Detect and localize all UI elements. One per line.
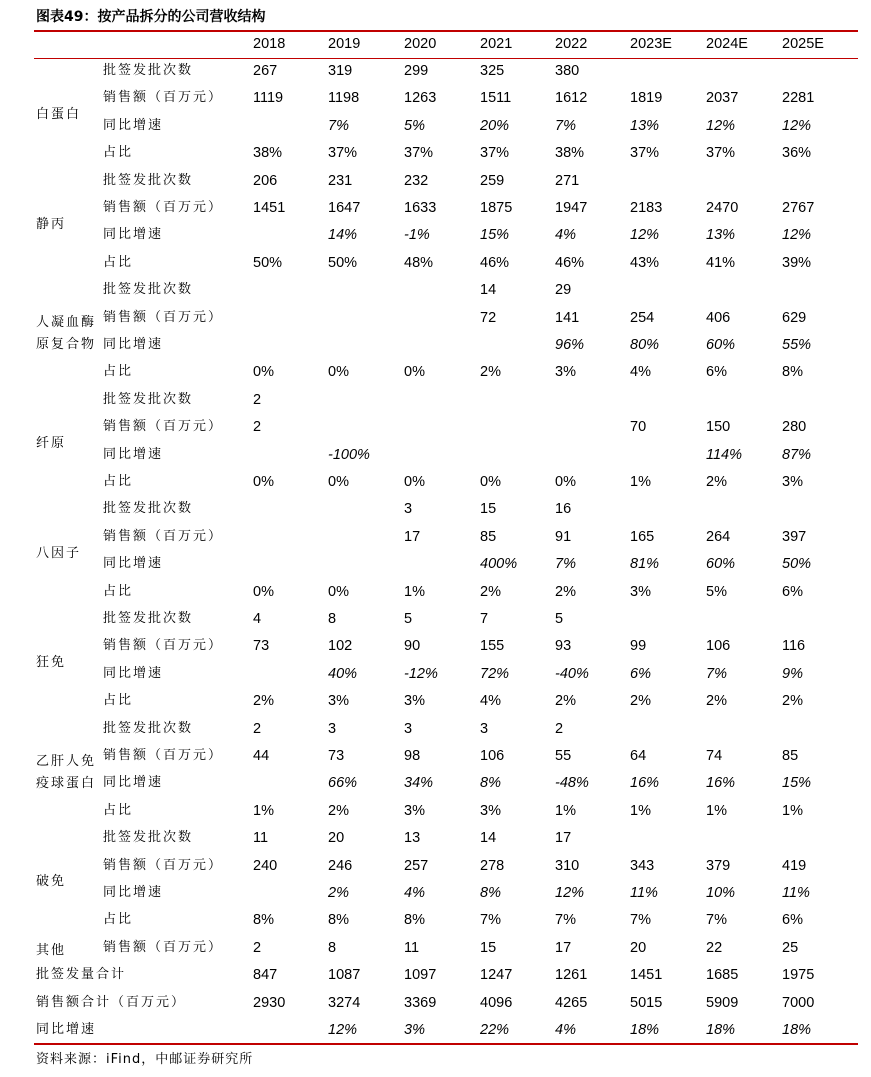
row-label: 批签发批次数: [103, 282, 194, 298]
table-cell: 257: [404, 857, 429, 874]
table-cell: 278: [480, 857, 505, 874]
table-cell: 39%: [782, 254, 812, 271]
table-cell: 25: [782, 939, 799, 956]
table-cell: 1451: [253, 200, 286, 216]
table-cell: 11: [404, 939, 420, 956]
table-cell: 13: [404, 830, 421, 847]
table-cell: 206: [253, 172, 278, 189]
table-cell: 15: [480, 939, 497, 956]
product-name: 八因子: [36, 545, 82, 561]
row-label: 同比增速: [103, 665, 164, 681]
table-cell: 16%: [706, 775, 736, 792]
table-cell: 40%: [328, 665, 358, 682]
table-cell: -100%: [328, 446, 370, 463]
table-cell: 43%: [630, 254, 660, 271]
table-cell: 11%: [630, 885, 658, 901]
table-cell: 1198: [328, 90, 360, 107]
table-cell: 96%: [555, 337, 585, 353]
table-cell: 12%: [706, 117, 736, 134]
table-cell: 20%: [480, 117, 510, 134]
table-cell: 11%: [782, 885, 810, 901]
table-cell: 37%: [404, 145, 434, 162]
total-cell: 18%: [706, 1022, 736, 1038]
total-cell: 22%: [480, 1022, 510, 1038]
table-cell: 1819: [630, 90, 663, 107]
table-cell: 7%: [555, 556, 576, 573]
table-cell: 106: [480, 748, 505, 764]
product-name: 疫球蛋白: [36, 775, 97, 791]
table-cell: 6%: [630, 665, 651, 682]
table-cell: 102: [328, 638, 353, 655]
table-cell: 264: [706, 528, 731, 545]
table-cell: 114%: [706, 446, 743, 463]
year-header: 2023E: [630, 36, 672, 52]
table-cell: 37%: [706, 145, 736, 162]
table-cell: 2%: [555, 693, 576, 710]
table-cell: 50%: [782, 556, 812, 573]
row-label: 占比: [103, 145, 134, 161]
total-label: 销售额合计（百万元）: [36, 994, 187, 1010]
table-cell: 4%: [480, 693, 501, 710]
table-cell: 12%: [782, 117, 812, 134]
table-cell: 46%: [480, 254, 510, 271]
year-header: 2019: [328, 36, 361, 52]
table-cell: 14: [480, 282, 497, 299]
table-cell: 1%: [404, 583, 425, 600]
table-cell: 2: [253, 939, 262, 956]
table-cell: 1647: [328, 200, 361, 216]
table-cell: 116: [782, 638, 806, 655]
table-cell: 20: [328, 830, 345, 847]
table-cell: 2%: [480, 364, 501, 381]
table-cell: 2%: [630, 693, 651, 710]
table-cell: 50%: [253, 254, 283, 271]
table-cell: 91: [555, 528, 572, 545]
table-cell: 5: [404, 611, 413, 627]
table-cell: 2: [253, 720, 262, 737]
row-label: 批签发批次数: [103, 720, 194, 736]
product-name: 破免: [36, 874, 67, 890]
table-cell: 2: [253, 419, 262, 436]
table-cell: 232: [404, 172, 429, 189]
table-cell: 299: [404, 63, 429, 79]
table-cell: 254: [630, 309, 655, 326]
table-cell: 14%: [328, 227, 358, 244]
table-cell: 6%: [782, 912, 803, 929]
table-cell: 60%: [706, 337, 736, 353]
table-cell: 1633: [404, 200, 437, 216]
table-cell: 16%: [630, 775, 660, 792]
table-cell: 246: [328, 857, 353, 874]
table-cell: 98: [404, 748, 421, 764]
total-cell: 3369: [404, 994, 437, 1011]
table-cell: 3: [404, 501, 413, 518]
table-cell: 3: [404, 720, 413, 737]
table-cell: 44: [253, 748, 270, 764]
table-cell: 7%: [706, 665, 727, 682]
table-cell: 240: [253, 857, 278, 874]
table-cell: 85: [782, 748, 799, 764]
table-cell: 1%: [253, 802, 274, 819]
product-name: 静丙: [36, 216, 67, 232]
table-cell: 22: [706, 939, 723, 956]
product-name: 狂免: [36, 655, 67, 671]
row-label: 销售额（百万元）: [103, 638, 224, 654]
table-cell: 48%: [404, 254, 434, 271]
table-cell: 3%: [555, 364, 576, 381]
table-cell: 17: [404, 528, 421, 545]
bottom-rule: [34, 1043, 858, 1045]
table-cell: 1%: [706, 802, 727, 819]
table-cell: 90: [404, 638, 421, 655]
table-cell: 271: [555, 172, 580, 189]
row-label: 占比: [103, 364, 134, 380]
table-cell: 29: [555, 282, 572, 299]
table-cell: 16: [555, 501, 572, 518]
table-cell: 629: [782, 309, 807, 326]
year-header: 2025E: [782, 36, 824, 52]
row-label: 占比: [103, 693, 134, 709]
table-cell: 15%: [782, 775, 812, 792]
table-cell: 37%: [630, 145, 660, 162]
table-cell: 419: [782, 857, 807, 874]
table-cell: 1263: [404, 90, 437, 107]
table-cell: 1947: [555, 200, 588, 216]
table-cell: 64: [630, 748, 647, 764]
table-cell: 231: [328, 172, 353, 189]
product-name: 纤原: [36, 435, 67, 451]
table-cell: 4%: [555, 227, 576, 244]
year-header: 2024E: [706, 36, 748, 52]
table-cell: 55%: [782, 337, 812, 353]
table-cell: 5%: [706, 583, 727, 600]
table-cell: 106: [706, 638, 731, 655]
year-header: 2020: [404, 36, 437, 52]
row-label: 占比: [103, 583, 134, 599]
row-label: 销售额（百万元）: [103, 200, 224, 215]
table-cell: 8%: [328, 912, 349, 929]
table-cell: 2767: [782, 200, 815, 216]
table-cell: 3%: [328, 693, 349, 710]
table-cell: 3%: [404, 693, 425, 710]
table-cell: 13%: [630, 117, 660, 134]
table-cell: 36%: [782, 145, 812, 162]
table-cell: 7%: [328, 117, 349, 134]
product-name: 乙肝人免: [36, 753, 97, 769]
product-name: 白蛋白: [36, 107, 82, 123]
table-cell: 50%: [328, 254, 358, 271]
table-cell: 0%: [404, 364, 425, 381]
table-cell: 6%: [782, 583, 803, 600]
table-cell: 9%: [782, 665, 803, 682]
table-cell: -40%: [555, 665, 589, 682]
table-cell: 1612: [555, 90, 588, 107]
table-cell: 8%: [782, 364, 803, 381]
table-cell: 3%: [630, 583, 651, 600]
table-cell: 12%: [555, 885, 585, 901]
row-label: 销售额（百万元）: [103, 309, 224, 325]
year-header: 2021: [480, 36, 513, 52]
total-cell: 1247: [480, 967, 513, 984]
table-cell: 73: [328, 748, 345, 764]
table-cell: 7%: [630, 912, 651, 929]
table-cell: 397: [782, 528, 807, 545]
table-cell: 0%: [253, 474, 274, 490]
table-cell: 17: [555, 939, 572, 956]
table-cell: 150: [706, 419, 731, 436]
header-rule: [34, 58, 858, 59]
row-label: 占比: [103, 254, 134, 270]
table-cell: 15: [480, 501, 497, 518]
row-label: 批签发批次数: [103, 391, 194, 407]
total-cell: 4096: [480, 994, 513, 1011]
table-cell: 85: [480, 528, 497, 545]
total-cell: 847: [253, 967, 278, 984]
table-cell: 8: [328, 939, 337, 956]
row-label: 同比增速: [103, 337, 164, 352]
table-cell: 74: [706, 748, 723, 764]
table-cell: -12%: [404, 665, 438, 682]
row-label: 同比增速: [103, 775, 164, 791]
product-name: 原复合物: [36, 337, 97, 353]
row-label: 同比增速: [103, 885, 164, 900]
table-cell: 11: [253, 830, 269, 847]
row-label: 销售额（百万元）: [103, 939, 224, 955]
total-cell: 3274: [328, 994, 361, 1011]
table-cell: 155: [480, 638, 505, 655]
table-cell: 1511: [480, 90, 512, 107]
table-cell: 99: [630, 638, 647, 655]
table-cell: 8%: [404, 912, 425, 929]
table-cell: 141: [555, 309, 580, 326]
table-cell: -1%: [404, 227, 430, 244]
total-cell: 1975: [782, 967, 815, 984]
table-cell: 10%: [706, 885, 736, 901]
row-label: 同比增速: [103, 446, 164, 462]
table-cell: 7%: [555, 117, 576, 134]
year-header: 2018: [253, 36, 286, 52]
row-label: 占比: [103, 474, 134, 489]
table-cell: 280: [782, 419, 807, 436]
table-cell: 5%: [404, 117, 425, 134]
figure-title: 图表49：按产品拆分的公司营收结构: [36, 9, 266, 25]
table-cell: 2281: [782, 90, 815, 107]
table-cell: 165: [630, 528, 655, 545]
table-cell: 1%: [630, 474, 651, 490]
table-cell: -48%: [555, 775, 589, 792]
table-cell: 0%: [328, 474, 349, 490]
total-cell: 5909: [706, 994, 739, 1011]
table-cell: 37%: [328, 145, 358, 162]
source-note: 资料来源：iFind，中邮证券研究所: [36, 1052, 254, 1067]
total-label: 同比增速: [36, 1022, 97, 1037]
table-cell: 379: [706, 857, 731, 874]
table-cell: 81%: [630, 556, 660, 573]
table-cell: 406: [706, 309, 731, 326]
table-cell: 2%: [782, 693, 803, 710]
table-cell: 14: [480, 830, 497, 847]
table-cell: 0%: [480, 474, 501, 490]
table-cell: 4%: [630, 364, 651, 381]
row-label: 销售额（百万元）: [103, 748, 224, 763]
total-cell: 1087: [328, 967, 361, 984]
table-cell: 0%: [328, 364, 349, 381]
table-cell: 380: [555, 63, 580, 79]
table-cell: 2%: [328, 885, 349, 901]
table-cell: 1875: [480, 200, 513, 216]
total-cell: 18%: [782, 1022, 812, 1038]
table-cell: 5: [555, 611, 564, 627]
table-cell: 0%: [253, 364, 274, 381]
row-label: 同比增速: [103, 117, 164, 133]
row-label: 同比增速: [103, 227, 164, 243]
total-cell: 7000: [782, 994, 815, 1011]
table-cell: 0%: [328, 583, 349, 600]
table-cell: 3: [328, 720, 337, 737]
table-cell: 2183: [630, 200, 663, 216]
total-cell: 3%: [404, 1022, 425, 1038]
table-cell: 2%: [480, 583, 501, 600]
row-label: 批签发批次数: [103, 611, 194, 626]
total-cell: 12%: [328, 1022, 358, 1038]
row-label: 销售额（百万元）: [103, 528, 224, 544]
product-name: 其他: [36, 942, 67, 958]
table-cell: 38%: [555, 145, 585, 162]
row-label: 销售额（百万元）: [103, 857, 224, 873]
table-cell: 12%: [630, 227, 660, 244]
table-cell: 72%: [480, 665, 510, 682]
table-cell: 93: [555, 638, 572, 655]
row-label: 占比: [103, 802, 134, 818]
total-cell: 1685: [706, 967, 739, 984]
table-cell: 1119: [253, 90, 284, 107]
table-cell: 2%: [328, 802, 349, 819]
table-cell: 46%: [555, 254, 585, 271]
table-cell: 319: [328, 63, 353, 79]
total-cell: 2930: [253, 994, 286, 1011]
row-label: 占比: [103, 912, 134, 928]
table-cell: 66%: [328, 775, 358, 792]
table-cell: 7%: [480, 912, 501, 929]
table-cell: 55: [555, 748, 572, 764]
top-rule: [34, 30, 858, 32]
table-cell: 8%: [480, 775, 501, 792]
row-label: 销售额（百万元）: [103, 90, 224, 106]
table-cell: 4%: [404, 885, 425, 901]
table-cell: 2%: [555, 583, 576, 600]
table-cell: 34%: [404, 775, 434, 792]
table-cell: 2: [555, 720, 564, 737]
total-cell: 4%: [555, 1022, 576, 1038]
table-cell: 1%: [782, 802, 803, 819]
table-cell: 310: [555, 857, 580, 874]
table-cell: 3%: [782, 474, 803, 490]
row-label: 批签发批次数: [103, 501, 194, 517]
table-cell: 2%: [253, 693, 274, 710]
table-cell: 7: [480, 611, 489, 627]
row-label: 同比增速: [103, 556, 164, 572]
table-cell: 80%: [630, 337, 660, 353]
table-cell: 7%: [706, 912, 727, 929]
table-cell: 3%: [480, 802, 501, 819]
table-cell: 7%: [555, 912, 576, 929]
table-cell: 3: [480, 720, 489, 737]
table-cell: 0%: [404, 474, 425, 490]
total-cell: 4265: [555, 994, 588, 1011]
table-cell: 17: [555, 830, 572, 847]
total-label: 批签发量合计: [36, 967, 127, 983]
table-cell: 3%: [404, 802, 425, 819]
table-cell: 8%: [480, 885, 501, 901]
product-name: 人凝血酶: [36, 315, 97, 331]
table-cell: 343: [630, 857, 655, 874]
total-cell: 1097: [404, 967, 437, 984]
table-cell: 8: [328, 611, 337, 627]
total-cell: 1261: [555, 967, 588, 984]
table-cell: 70: [630, 419, 647, 436]
table-cell: 400%: [480, 556, 518, 573]
table-cell: 1%: [630, 802, 651, 819]
year-header: 2022: [555, 36, 588, 52]
table-cell: 15%: [480, 227, 510, 244]
total-cell: 5015: [630, 994, 663, 1011]
table-cell: 325: [480, 63, 505, 79]
table-cell: 72: [480, 309, 497, 326]
table-cell: 73: [253, 638, 270, 655]
table-cell: 13%: [706, 227, 736, 244]
table-cell: 4: [253, 611, 262, 627]
table-cell: 6%: [706, 364, 727, 381]
table-cell: 2: [253, 391, 262, 408]
table-cell: 2%: [706, 693, 727, 710]
table-cell: 1%: [555, 802, 576, 819]
table-cell: 259: [480, 172, 505, 189]
table-cell: 2470: [706, 200, 739, 216]
table-cell: 0%: [253, 583, 274, 600]
table-cell: 20: [630, 939, 647, 956]
table-cell: 37%: [480, 145, 510, 162]
total-cell: 1451: [630, 967, 663, 984]
table-cell: 267: [253, 63, 278, 79]
row-label: 批签发批次数: [103, 830, 194, 846]
table-cell: 0%: [555, 474, 576, 490]
row-label: 批签发批次数: [103, 63, 194, 78]
table-cell: 41%: [706, 254, 736, 271]
row-label: 销售额（百万元）: [103, 419, 224, 435]
table-cell: 2037: [706, 90, 739, 107]
table-cell: 8%: [253, 912, 274, 929]
table-cell: 38%: [253, 145, 283, 162]
row-label: 批签发批次数: [103, 172, 194, 188]
table-cell: 12%: [782, 227, 812, 244]
table-cell: 60%: [706, 556, 736, 573]
table-cell: 87%: [782, 446, 812, 463]
table-cell: 2%: [706, 474, 727, 490]
total-cell: 18%: [630, 1022, 660, 1038]
